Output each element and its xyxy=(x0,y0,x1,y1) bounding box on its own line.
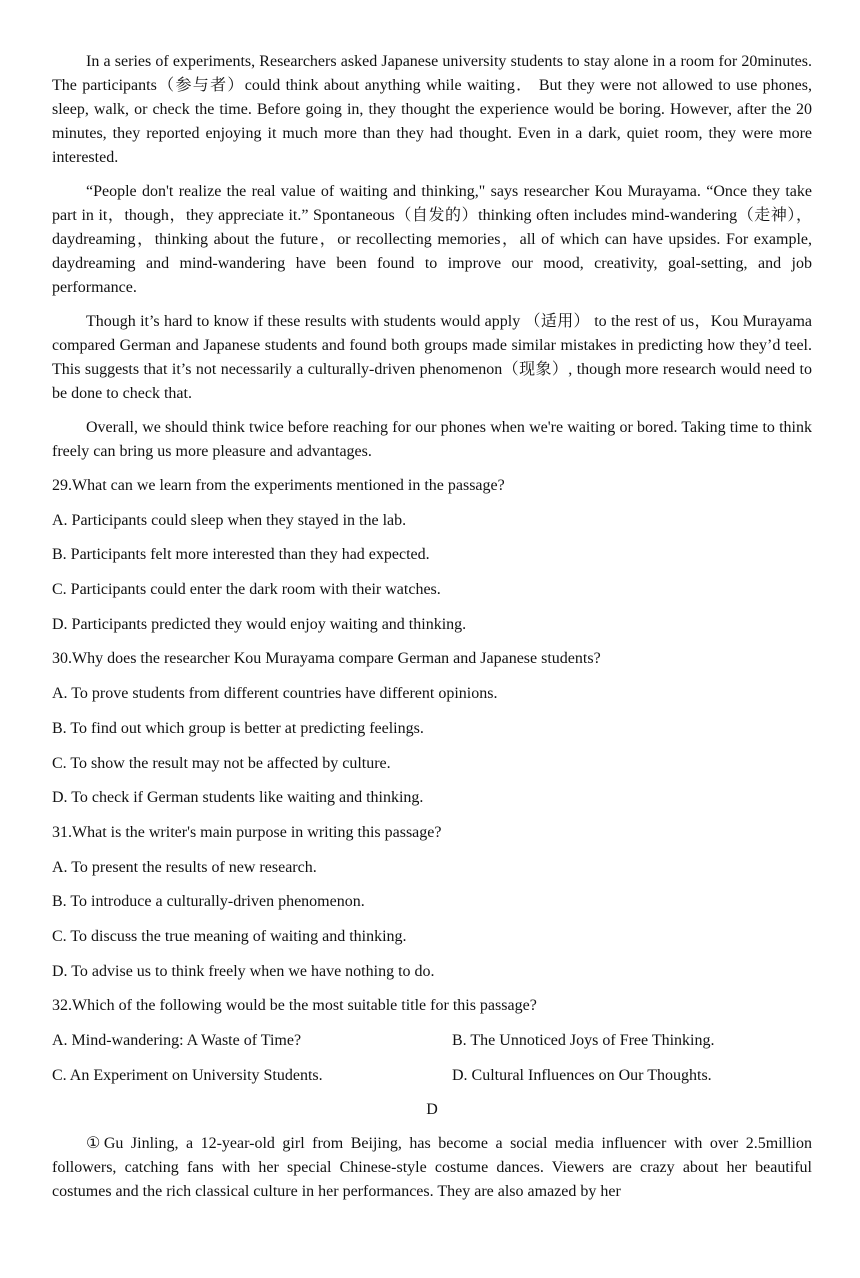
option-b: B. The Unnoticed Joys of Free Thinking. xyxy=(452,1032,715,1049)
option-d: D. Cultural Influences on Our Thoughts. xyxy=(452,1066,712,1084)
passage-paragraph-4: Overall, we should think twice before reaching for our phones when we're waiting or bored. Taking time to think freely can bring us more pleasure and advantages. xyxy=(52,419,812,460)
option-a: A. Mind-wandering: A Waste of Time? xyxy=(52,1032,302,1049)
exam-page xyxy=(52,50,812,1204)
question-32 xyxy=(52,994,812,1087)
question-31 xyxy=(52,821,812,984)
options-row-cd xyxy=(52,1064,812,1088)
passage-d-paragraph-1: ①Gu Jinling, a 12-year-old girl from Beijing, has become a social media influencer with over 2.5million followers, catching fans with her special Chinese-style costume dances. Viewers are crazy about her beautiful costumes and the rich classical culture in her performances. They are also amazed by her xyxy=(52,1135,812,1201)
option-a: A. To prove students from different countries have different opinions. xyxy=(52,685,498,703)
option-c: C. An Experiment on University Students. xyxy=(52,1066,323,1084)
option-d: D. Participants predicted they would enjoy waiting and thinking. xyxy=(52,615,467,633)
option-a: A. To present the results of new research. xyxy=(52,858,317,876)
option-c: C. Participants could enter the dark room with their watches. xyxy=(52,581,441,599)
passage-paragraph-2: “People don't realize the real value of waiting and thinking," says researcher Kou Murayama. “Once they take part in it，though，they appreciate it.” Spontaneous（自发的）thinking often includes mind-wandering（走神），daydreaming，thinking about the future，or recollecting memories，all of which can have upsides. For example, daydreaming and mind-wandering have been found to improve our mood, creativity, goal-setting, and job performance. xyxy=(52,183,812,296)
question-29 xyxy=(52,474,812,637)
option-b: B. To introduce a culturally-driven phenomenon. xyxy=(52,893,365,911)
question-stem: 31.What is the writer's main purpose in writing this passage? xyxy=(52,823,442,841)
option-d: D. To advise us to think freely when we have nothing to do. xyxy=(52,962,435,980)
option-c: C. To show the result may not be affected by culture. xyxy=(52,754,391,772)
question-stem: 30.Why does the researcher Kou Murayama compare German and Japanese students? xyxy=(52,650,601,668)
options-row-ab xyxy=(52,1029,812,1053)
question-30 xyxy=(52,647,812,810)
question-stem: 32.Which of the following would be the most suitable title for this passage? xyxy=(52,997,537,1015)
option-b: B. To find out which group is better at predicting feelings. xyxy=(52,719,424,737)
question-stem: 29.What can we learn from the experiments mentioned in the passage? xyxy=(52,477,505,494)
option-a: A. Participants could sleep when they stayed in the lab. xyxy=(52,511,407,529)
passage-paragraph-3: Though it’s hard to know if these results with students would apply （适用） to the rest of us，Kou Murayama compared German and Japanese students and found both groups made similar mistakes in predicting how they’d teel. This suggests that it’s not necessarily a culturally-driven phenomenon（现象）, though more research would need to be done to check that. xyxy=(52,313,812,402)
option-d: D. To check if German students like waiting and thinking. xyxy=(52,789,424,807)
section-heading-d: D xyxy=(426,1101,438,1119)
option-b: B. Participants felt more interested than they had expected. xyxy=(52,546,430,564)
passage-paragraph-1: In a series of experiments, Researchers asked Japanese university students to stay alone in a room for 20minutes. The participants（参与者）could think about anything while waiting． But they were not allowed to use phones, sleep, walk, or check the time. Before going in, they thought the experience would be boring. However, after the 20 minutes, they reported enjoying it much more than they had thought. Even in a dark, quiet room, they were more interested. xyxy=(52,53,812,166)
option-c: C. To discuss the true meaning of waiting and thinking. xyxy=(52,927,407,945)
